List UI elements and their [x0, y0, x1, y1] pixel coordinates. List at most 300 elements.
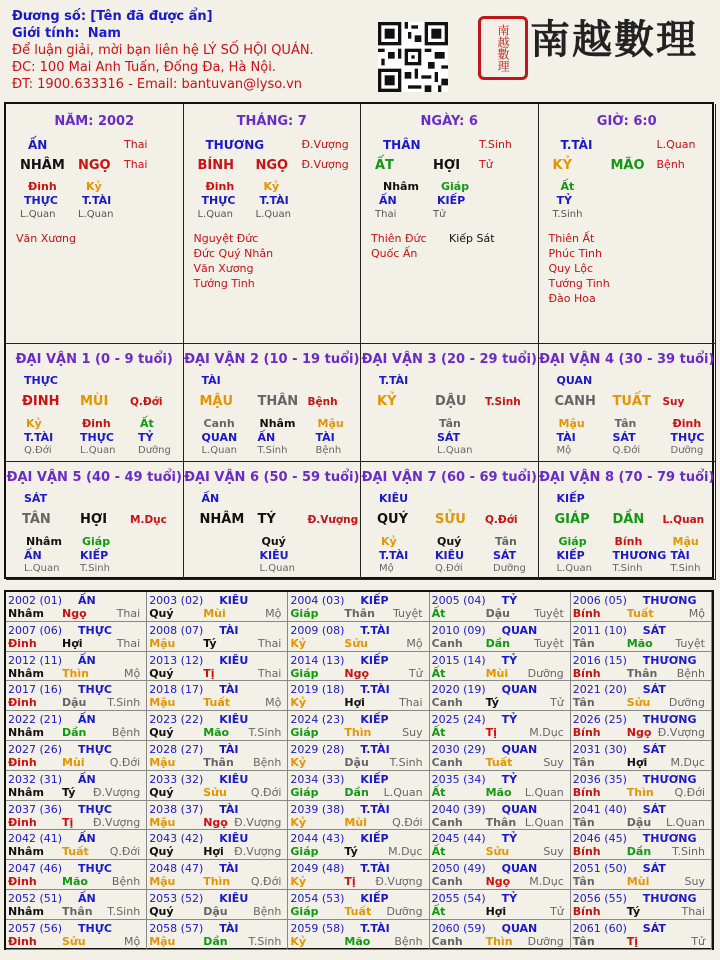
year-god: KIẾP [360, 772, 389, 786]
year-branch: Dần [203, 934, 228, 948]
year-god: KIÊU [219, 772, 249, 786]
year-stem: Giáp [290, 845, 319, 859]
dai-van-hidden-state: T.Sinh [80, 563, 110, 574]
year-state: Đ.Vượng [234, 815, 282, 829]
year-god: TỶ [501, 594, 518, 607]
dai-van-can: CANH [554, 394, 596, 409]
year-cell [288, 920, 429, 950]
year-state: Mộ [265, 607, 282, 620]
dai-van-hidden-god: TÀI [670, 549, 690, 562]
year-stem: Ất [431, 607, 446, 620]
year-stem: Tân [572, 756, 595, 769]
dai-van-cell [184, 462, 362, 580]
year-stem: Giáp [290, 666, 319, 680]
year-label: 2035 (34) [431, 772, 486, 786]
year-stem: Bính [572, 726, 601, 740]
year-state: Đ.Vượng [92, 785, 141, 799]
year-cell [288, 652, 429, 682]
year-cell [430, 771, 571, 801]
year-label: 2042 (41) [8, 832, 63, 846]
year-stem: Canh [431, 696, 463, 710]
year-god: SÁT [642, 623, 666, 637]
year-branch: Tuất [485, 756, 513, 769]
year-god: KIÊU [219, 713, 249, 727]
year-state: T.Sinh [248, 726, 282, 740]
year-god: QUAN [501, 802, 538, 816]
dai-van-hidden-stem: Mậu [558, 417, 585, 430]
year-god: SÁT [642, 802, 666, 816]
year-branch: Tị [203, 666, 215, 680]
dai-van-can: KỶ [377, 394, 397, 409]
year-label: 2016 (15) [572, 653, 627, 667]
year-label: 2036 (35) [572, 772, 627, 786]
year-state: Thai [681, 905, 705, 918]
year-cell [430, 652, 571, 682]
dai-van-hidden-god: KIÊU [435, 549, 465, 562]
dai-van-hidden-stem: Quý [437, 535, 462, 548]
dai-van-can: MẬU [199, 394, 234, 409]
year-cell [147, 652, 288, 682]
year-stem: Mậu [149, 696, 176, 710]
year-label: 2020 (19) [431, 683, 486, 697]
year-label: 2028 (27) [149, 743, 204, 756]
hidden-state: Thai [375, 209, 397, 220]
year-cell [430, 801, 571, 831]
year-stem: Ất [431, 666, 446, 680]
year-state: T.Sinh [672, 845, 705, 859]
year-stem: Nhâm [8, 607, 44, 620]
year-god: KIÊU [219, 653, 249, 667]
dai-van-hidden-stem: Canh [203, 417, 235, 430]
year-god: QUAN [501, 683, 538, 697]
dai-van-hidden-state: L.Quan [556, 563, 592, 574]
year-label: 2002 (01) [8, 594, 63, 607]
year-stem: Mậu [149, 934, 176, 948]
year-cell [147, 771, 288, 801]
year-stem: Kỷ [290, 636, 307, 650]
year-label: 2008 (07) [149, 623, 204, 637]
year-label: 2019 (18) [290, 683, 345, 697]
year-branch: Tị [62, 815, 74, 829]
year-branch: Tý [485, 696, 499, 710]
year-state: Bệnh [111, 726, 141, 740]
year-cell [288, 622, 429, 652]
year-stem: Canh [431, 815, 463, 829]
year-god: SÁT [642, 683, 666, 697]
dai-van-hidden-state: L.Quan [259, 563, 295, 574]
dai-van-chi: DẦN [612, 512, 645, 527]
year-branch: Ngọ [626, 726, 652, 740]
year-state: Suy [684, 875, 705, 889]
shensha-star: Đức Quý Nhân [193, 247, 274, 260]
year-god: KIẾP [360, 594, 389, 607]
dai-van-state: Bệnh [307, 396, 338, 408]
year-branch: Tị [626, 934, 639, 948]
year-state: T.Sinh [248, 934, 282, 948]
dai-van-state: Q.Đới [130, 396, 163, 408]
dai-van-hidden-state: Mộ [556, 445, 572, 456]
year-branch: Thìn [485, 934, 513, 948]
year-cell [288, 592, 429, 622]
year-stem: Nhâm [8, 785, 44, 799]
pillar-god-state: T.Sinh [479, 138, 512, 151]
year-branch: Tuất [344, 905, 372, 918]
year-label: 2012 (11) [8, 653, 63, 667]
year-god: T.TÀI [360, 921, 390, 935]
year-cell [288, 890, 429, 920]
year-branch: Dần [626, 845, 652, 859]
year-god: THỰC [78, 623, 112, 637]
year-label: 2010 (09) [431, 623, 486, 637]
year-label: 2059 (58) [290, 921, 345, 935]
pillar-chi: NGỌ [255, 158, 289, 173]
year-branch: Sửu [626, 696, 651, 710]
year-state: Bệnh [394, 934, 423, 948]
dai-van-hidden-state: Dưỡng [670, 445, 704, 456]
year-state: Tuyệt [534, 636, 564, 650]
year-label: 2009 (08) [290, 623, 345, 637]
year-god: THỰC [78, 862, 112, 876]
dai-van-title: ĐẠI VẬN 3 (20 - 29 tuổi) [361, 352, 537, 367]
year-label: 2029 (28) [290, 743, 345, 756]
year-god: THƯƠNG [642, 892, 697, 905]
dai-van-hidden-god: ẤN [24, 549, 42, 562]
year-branch: Tuất [203, 696, 230, 710]
dai-van-state: M.Dục [130, 514, 167, 526]
shensha-star: Kiếp Sát [449, 232, 495, 245]
pillar-can: ẤT [375, 158, 394, 173]
pillar-can: KỶ [552, 158, 572, 173]
dai-van-hidden-state: Q.Đới [435, 563, 463, 574]
year-label: 2025 (24) [431, 713, 486, 727]
year-god: ẤN [78, 594, 96, 607]
year-stem: Tân [572, 875, 595, 889]
year-state: L.Quan [383, 785, 423, 799]
dai-van-god: KIẾP [556, 492, 585, 505]
shensha-star: Quy Lộc [548, 262, 594, 275]
year-state: T.Sinh [107, 696, 141, 710]
year-label: 2061 (60) [572, 921, 627, 935]
year-stem: Đinh [8, 934, 37, 948]
year-stem: Quý [149, 905, 174, 918]
year-god: SÁT [642, 743, 666, 756]
year-cell [430, 711, 571, 741]
year-cell [430, 592, 571, 622]
year-branch: Thân [203, 756, 234, 769]
shensha-star: Quốc Ấn [371, 247, 418, 260]
year-label: 2021 (20) [572, 683, 627, 697]
year-stem: Ất [431, 845, 446, 859]
dai-van-hidden-god: T.TÀI [24, 431, 54, 444]
pillar-chi-state: Tử [479, 158, 493, 171]
year-branch: Sửu [62, 934, 86, 948]
year-god: THỰC [78, 743, 112, 756]
hidden-state: L.Quan [20, 209, 56, 220]
year-cell [430, 920, 571, 950]
year-stem: Đinh [8, 696, 37, 710]
dai-van-cell [539, 462, 717, 580]
dai-van-cell [6, 462, 184, 580]
dai-van-hidden-god: ẤN [257, 431, 276, 444]
dai-van-hidden-state: Mộ [379, 563, 394, 574]
year-branch: Thìn [344, 726, 372, 740]
dai-van-title: ĐẠI VẬN 1 (0 - 9 tuổi) [15, 352, 173, 367]
year-cell [571, 771, 712, 801]
year-stem: Bính [572, 785, 601, 799]
year-state: Mộ [123, 666, 141, 680]
year-branch: Mão [626, 636, 653, 650]
dai-van-hidden-stem: Quý [261, 535, 286, 548]
year-branch: Ngọ [485, 875, 511, 889]
year-stem: Kỷ [290, 875, 307, 889]
dai-van-state: Q.Đới [485, 514, 518, 526]
year-god: TÀI [219, 743, 239, 756]
year-cell [147, 801, 288, 831]
year-label: 2032 (31) [8, 772, 63, 786]
dai-van-hidden-stem: Giáp [558, 535, 587, 548]
shensha-star: Phúc Tinh [548, 247, 603, 260]
year-god: TỶ [501, 713, 518, 727]
contact-line: Để luận giải, mời bạn liên hệ LÝ SỐ HỘI QUÁN. [12, 43, 314, 58]
dai-van-cell [184, 344, 362, 462]
dai-van-hidden-stem: Ất [140, 417, 154, 430]
year-god: QUAN [501, 862, 538, 876]
duong-so-label: Đương số: [12, 9, 87, 24]
dai-van-hidden-god: THỰC [670, 431, 705, 444]
pillar-god: THÂN [383, 138, 421, 152]
year-cell [288, 860, 429, 890]
year-branch: Hợi [485, 905, 507, 918]
year-label: 2006 (05) [572, 594, 627, 607]
year-god: THƯƠNG [642, 653, 697, 667]
year-god: ẤN [78, 713, 96, 727]
shensha-star: Văn Xương [193, 262, 254, 275]
dai-van-god: THỰC [24, 374, 58, 387]
year-state: Suy [543, 756, 564, 769]
dai-van-hidden-god: TÀI [556, 431, 576, 444]
year-stem: Tân [572, 815, 595, 829]
year-label: 2024 (23) [290, 713, 345, 727]
year-god: THƯƠNG [642, 772, 697, 786]
year-branch: Mão [62, 875, 88, 889]
gioi-tinh-label: Giới tính: [12, 26, 80, 41]
year-label: 2007 (06) [8, 623, 63, 637]
year-branch: Dần [62, 726, 87, 740]
pillar-god: T.TÀI [560, 138, 593, 152]
year-god: TỶ [501, 772, 518, 786]
dai-van-hidden-stem: Đinh [672, 417, 702, 430]
year-branch: Dậu [203, 905, 228, 918]
year-god: T.TÀI [360, 743, 390, 756]
year-branch: Thìn [626, 785, 654, 799]
year-stem: Canh [431, 636, 463, 650]
hidden-state: L.Quan [197, 209, 233, 220]
year-label: 2046 (45) [572, 832, 627, 846]
year-cell [6, 801, 147, 831]
year-state: M.Dục [529, 726, 564, 740]
year-label: 2005 (04) [431, 594, 486, 607]
dai-van-cell [361, 344, 539, 462]
pillar-cell [539, 104, 717, 344]
hidden-stem: Đinh [28, 180, 57, 193]
qr-code-icon [378, 22, 448, 92]
year-branch: Hợi [203, 845, 224, 859]
dai-van-state: L.Quan [662, 514, 705, 526]
year-cell [571, 860, 712, 890]
year-state: Đ.Vượng [234, 845, 282, 859]
year-label: 2027 (26) [8, 743, 63, 756]
year-god: KIẾP [360, 832, 389, 846]
year-god: TỶ [501, 892, 518, 905]
year-state: Dưỡng [527, 934, 564, 948]
year-stem: Ất [431, 785, 446, 799]
year-god: TÀI [219, 862, 239, 876]
year-god: TÀI [219, 921, 239, 935]
hidden-god: KIẾP [437, 194, 466, 207]
dai-van-hidden-god: KIẾP [80, 549, 109, 562]
dai-van-cell [361, 462, 539, 580]
year-label: 2054 (53) [290, 892, 345, 905]
year-god: T.TÀI [360, 623, 390, 637]
year-cell [6, 771, 147, 801]
year-cell [288, 711, 429, 741]
year-label: 2039 (38) [290, 802, 345, 816]
year-branch: Mùi [485, 666, 509, 680]
hidden-stem: Đinh [205, 180, 235, 193]
year-god: ẤN [78, 772, 96, 786]
year-branch: Dậu [485, 607, 510, 620]
dai-van-hidden-stem: Tân [495, 535, 517, 548]
dai-van-state: Suy [662, 396, 685, 408]
year-cell [147, 622, 288, 652]
dai-van-hidden-stem: Mậu [317, 417, 344, 430]
year-state: Thai [257, 636, 282, 650]
pillar-chi-state: Bệnh [656, 158, 685, 171]
year-label: 2003 (02) [149, 594, 204, 607]
dai-van-hidden-state: L.Quan [201, 445, 237, 456]
year-branch: Tuất [62, 845, 89, 859]
year-cell [147, 711, 288, 741]
year-branch: Mùi [203, 607, 226, 620]
dai-van-hidden-god: QUAN [201, 431, 238, 444]
year-stem: Giáp [290, 785, 319, 799]
hidden-stem: Nhâm [383, 180, 419, 193]
year-label: 2047 (46) [8, 862, 63, 876]
year-state: Tử [550, 905, 564, 918]
year-stem: Kỷ [290, 696, 307, 710]
dai-van-hidden-god: TÀI [315, 431, 335, 444]
year-cell [147, 890, 288, 920]
pillar-god-state: Thai [124, 138, 148, 151]
year-god: T.TÀI [360, 862, 390, 876]
pillar-chi: MÃO [610, 158, 645, 173]
year-state: Tuyệt [392, 607, 423, 620]
year-branch: Mão [344, 934, 371, 948]
pillar-title: THÁNG: 7 [236, 114, 307, 129]
dai-van-god: QUAN [556, 374, 593, 387]
year-cell [430, 681, 571, 711]
year-stem: Mậu [149, 756, 176, 769]
year-branch: Ngọ [62, 607, 87, 620]
dai-van-title: ĐẠI VẬN 6 (50 - 59 tuổi) [184, 470, 360, 485]
hidden-state: Tử [433, 209, 446, 220]
year-branch: Dậu [344, 756, 369, 769]
year-god: T.TÀI [360, 683, 390, 697]
dai-van-hidden-god: SÁT [437, 431, 461, 444]
dai-van-can: ĐINH [22, 394, 60, 409]
dai-van-chi: TUẤT [612, 394, 651, 409]
year-state: L.Quan [524, 815, 564, 829]
hidden-stem: Kỷ [263, 180, 280, 193]
year-state: Q.Đới [109, 845, 141, 859]
year-god: SÁT [642, 862, 666, 876]
pillar-title: GIỜ: 6:0 [596, 114, 657, 129]
year-label: 2037 (36) [8, 802, 63, 816]
dai-van-hidden-state: T.Sinh [612, 563, 643, 574]
dai-van-hidden-state: T.Sinh [257, 445, 288, 456]
year-stem: Tân [572, 696, 595, 710]
shensha-star: Tướng Tinh [193, 277, 255, 290]
year-label: 2033 (32) [149, 772, 204, 786]
year-label: 2050 (49) [431, 862, 486, 876]
year-state: Q.Đới [250, 785, 282, 799]
year-label: 2056 (55) [572, 892, 627, 905]
year-state: Mộ [123, 934, 141, 948]
dai-van-hidden-state: T.Sinh [670, 563, 701, 574]
year-god: QUAN [501, 623, 538, 637]
dai-van-hidden-stem: Kỷ [26, 417, 42, 430]
year-branch: Thân [62, 905, 93, 918]
year-god: THƯƠNG [642, 713, 697, 727]
year-stem: Ất [431, 905, 446, 918]
year-label: 2048 (47) [149, 862, 204, 876]
hidden-stem: Kỷ [86, 180, 102, 193]
year-stem: Giáp [290, 607, 319, 620]
years-table [4, 590, 714, 950]
year-branch: Sửu [485, 845, 510, 859]
year-god: THỰC [78, 683, 112, 697]
year-branch: Mùi [344, 815, 367, 829]
year-branch: Tuất [626, 607, 654, 620]
hidden-god: T.TÀI [82, 194, 112, 207]
year-god: KIÊU [219, 892, 249, 905]
year-state: Bệnh [253, 756, 282, 769]
year-label: 2015 (14) [431, 653, 486, 667]
dai-van-hidden-god: T.TÀI [379, 549, 409, 562]
year-stem: Đinh [8, 875, 37, 889]
year-branch: Mão [203, 726, 230, 740]
dai-van-god: SÁT [24, 492, 48, 505]
year-branch: Sửu [344, 636, 368, 650]
brand-title: 南越數理 [530, 16, 698, 63]
year-stem: Canh [431, 934, 463, 948]
dai-van-title: ĐẠI VẬN 7 (60 - 69 tuổi) [361, 470, 537, 485]
year-branch: Thân [344, 607, 375, 620]
year-branch: Ngọ [344, 666, 370, 680]
dai-van-cell [539, 344, 717, 462]
year-branch: Thìn [203, 875, 231, 889]
hidden-god: THỰC [24, 194, 58, 207]
year-branch: Dậu [62, 696, 87, 710]
dai-van-hidden-god: SÁT [612, 431, 636, 444]
year-branch: Tý [344, 845, 358, 859]
year-cell [430, 830, 571, 860]
year-state: Bệnh [253, 905, 282, 918]
year-stem: Nhâm [8, 666, 44, 680]
dai-van-title: ĐẠI VẬN 4 (30 - 39 tuổi) [539, 352, 715, 367]
year-branch: Tý [203, 636, 217, 650]
year-cell [571, 592, 712, 622]
